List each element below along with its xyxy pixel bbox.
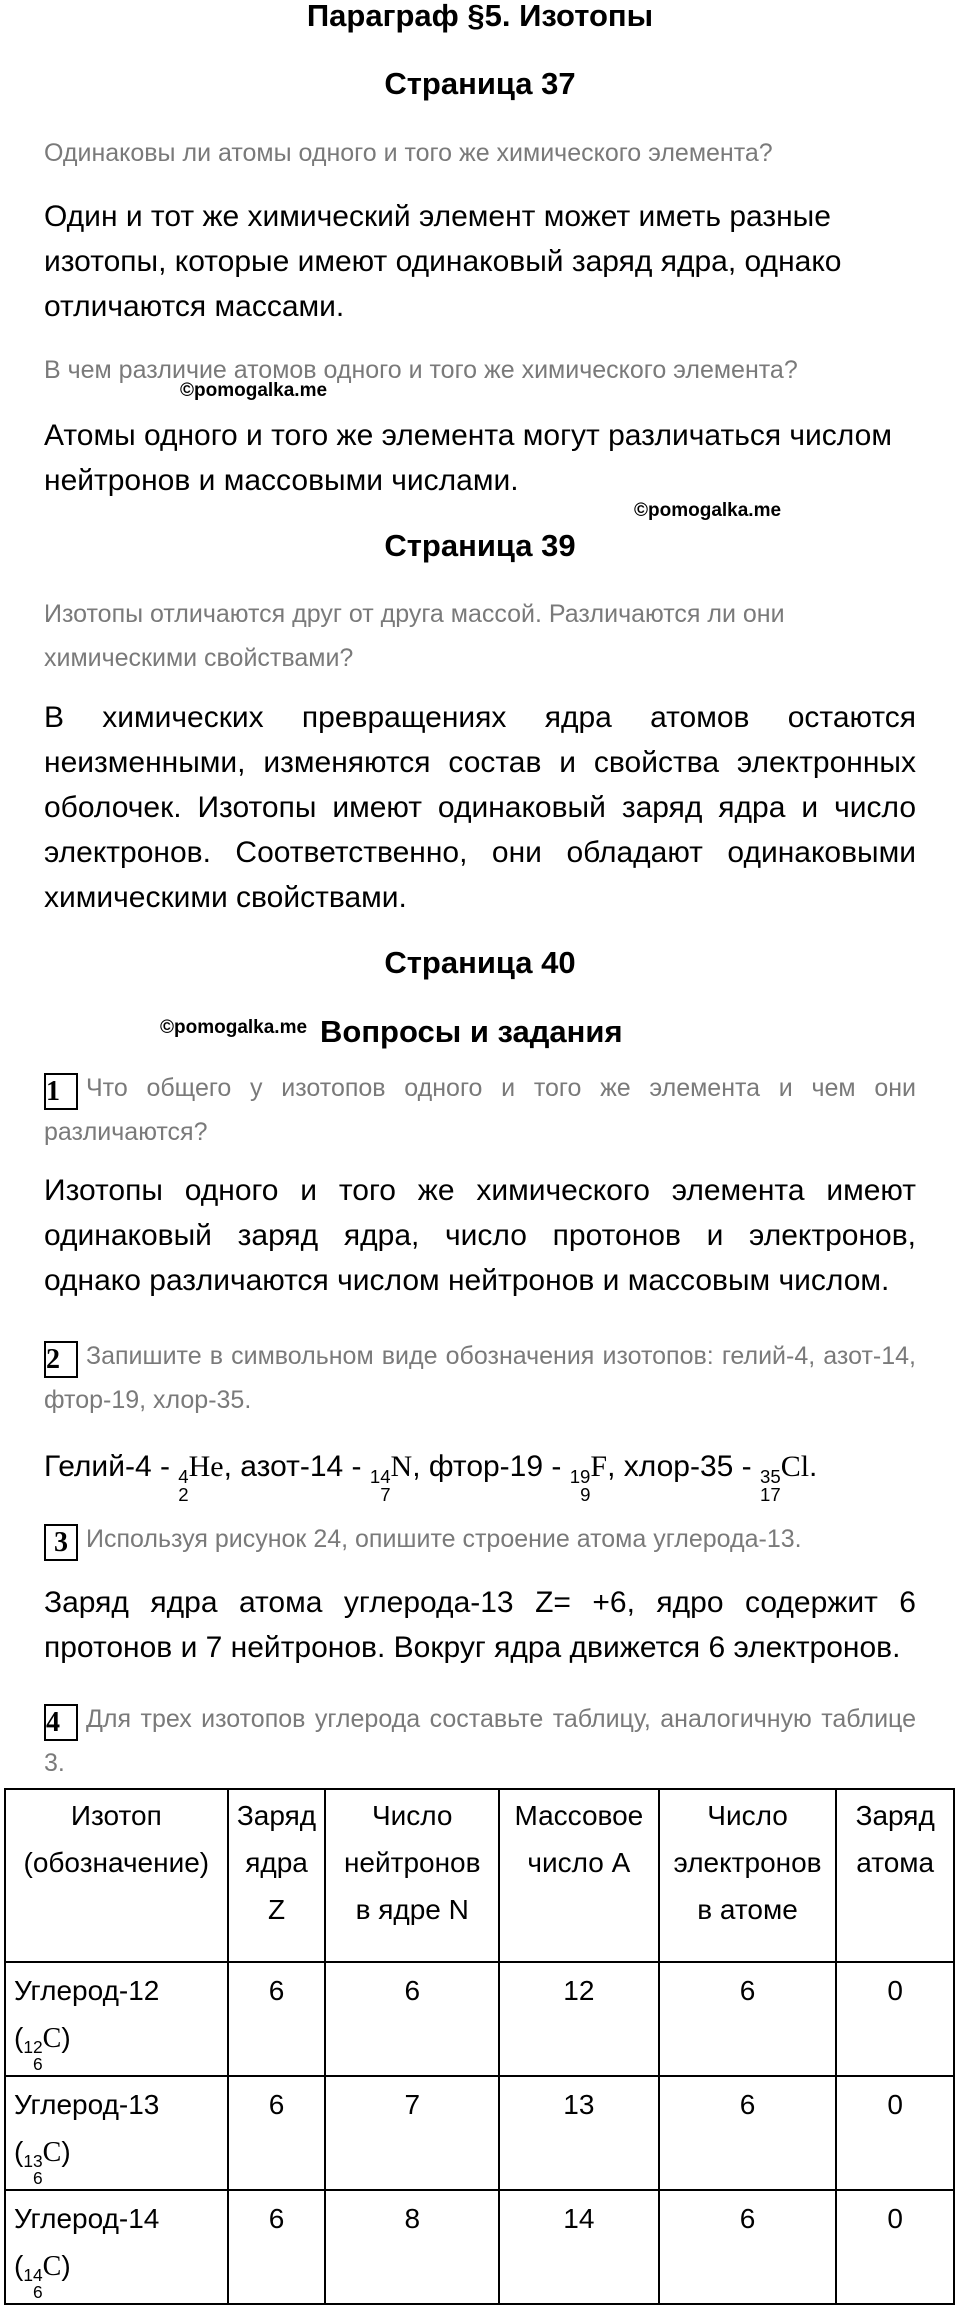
task-number-box: 3 xyxy=(44,1524,78,1561)
task-3 xyxy=(44,1517,944,1561)
isotope-cell: Углерод-14 ( 14 6 C) xyxy=(5,2190,228,2304)
table-cell: 13 xyxy=(499,2076,659,2190)
answer-text: Атомы одного и того же элемента могут различаться числом нейтронов и массовыми числами. xyxy=(44,419,892,497)
column-header: Массовое число А xyxy=(499,1789,659,1962)
table-cell: 6 xyxy=(228,2076,326,2190)
question-text: В чем различие атомов одного и того же химического элемента? xyxy=(44,356,798,384)
task-2 xyxy=(44,1334,916,1422)
section-heading-39: Страница 39 xyxy=(384,528,576,563)
table-cell: 6 xyxy=(228,1962,326,2076)
isotopes-table xyxy=(4,1788,955,2305)
isotope-label: азот-14 - xyxy=(240,1450,370,1483)
task-1 xyxy=(44,1066,916,1154)
watermark: ©pomogalka.me xyxy=(180,380,328,401)
column-header: Заряд ядра Z xyxy=(228,1789,326,1962)
column-header: Изотоп (обозначение) xyxy=(5,1789,228,1962)
table-cell: 6 xyxy=(659,2076,837,2190)
answer-text: Один и тот же химический элемент может иметь разные изотопы, которые имеют одинаковый заряд ядра, однако отличаются массами. xyxy=(44,200,842,323)
table-cell: 6 xyxy=(659,1962,837,2076)
table-cell: 6 xyxy=(228,2190,326,2304)
table-cell: 0 xyxy=(836,2190,954,2304)
isotope-symbol: 35 17 Cl xyxy=(760,1450,810,1506)
table-cell: 6 xyxy=(325,1962,499,2076)
task-question: Запишите в символьном виде обозначения изотопов: гелий-4, азот-14, фтор-19, хлор-35. xyxy=(44,1342,916,1414)
question-text: Изотопы отличаются друг от друга массой. Различаются ли они химическими свойствами? xyxy=(44,600,785,672)
task-number-box: 4 xyxy=(44,1704,78,1741)
isotope-label: Гелий-4 - xyxy=(44,1450,179,1483)
answer-text: В химических превращениях ядра атомов остаются неизменными, изменяются состав и свойства электронных оболочек. Изотопы имеют одинаковый заряд ядра и число электронов. Соответственно, они обладают одинаковыми химическими свойствами. xyxy=(44,701,916,914)
table-cell: 6 xyxy=(659,2190,837,2304)
isotope-symbol: 4 2 He xyxy=(178,1450,224,1506)
task-question: Для трех изотопов углерода составьте таблицу, аналогичную таблице 3. xyxy=(44,1705,916,1777)
table-cell: 0 xyxy=(836,1962,954,2076)
task-number-box: 1 xyxy=(44,1073,78,1110)
table-cell: 0 xyxy=(836,2076,954,2190)
table-header-row xyxy=(5,1789,954,1962)
task-question: Используя рисунок 24, опишите строение атома углерода-13. xyxy=(86,1525,802,1553)
column-header: Число нейтронов в ядре N xyxy=(325,1789,499,1962)
isotope-label: фтор-19 - xyxy=(428,1450,570,1483)
task-number-box: 2 xyxy=(44,1341,78,1378)
questions-heading: Вопросы и задания xyxy=(320,1014,623,1049)
table-cell: 12 xyxy=(499,1962,659,2076)
watermark: ©pomogalka.me xyxy=(160,1017,308,1038)
isotope-cell: Углерод-12 ( 12 6 C) xyxy=(5,1962,228,2076)
column-header: Заряд атома xyxy=(836,1789,954,1962)
table-row xyxy=(5,2190,954,2304)
table-row xyxy=(5,2076,954,2190)
task-question: Что общего у изотопов одного и того же элемента и чем они различаются? xyxy=(44,1074,916,1146)
isotope-symbols-answer: Гелий-4 - 4 2 He, азот-14 - 14 7 N, фтор-19 - 19 9 F, хлор-35 - 35 17 Cl. xyxy=(44,1444,944,1505)
table-row xyxy=(5,1962,954,2076)
table-cell: 8 xyxy=(325,2190,499,2304)
section-heading-37: Страница 37 xyxy=(384,66,576,101)
watermark: ©pomogalka.me xyxy=(634,500,782,521)
table-cell: 14 xyxy=(499,2190,659,2304)
page-title: Параграф §5. Изотопы xyxy=(306,0,654,33)
column-header: Число электронов в атоме xyxy=(659,1789,837,1962)
question-text: Одинаковы ли атомы одного и того же химического элемента? xyxy=(44,139,773,167)
table-cell: 7 xyxy=(325,2076,499,2190)
task-4 xyxy=(44,1697,916,1785)
isotope-label: хлор-35 - xyxy=(623,1450,760,1483)
isotope-cell: Углерод-13 ( 13 6 C) xyxy=(5,2076,228,2190)
answer-text: Изотопы одного и того же химического элемента имеют одинаковый заряд ядра, число протонов и электронов, однако различаются числом нейтронов и массовым числом. xyxy=(44,1174,916,1297)
isotope-symbol: 19 9 F xyxy=(569,1450,608,1506)
answer-text: Заряд ядра атома углерода-13 Z= +6, ядро содержит 6 протонов и 7 нейтронов. Вокруг ядра движется 6 электронов. xyxy=(44,1586,916,1664)
isotope-symbol: 14 7 N xyxy=(369,1450,413,1506)
section-heading-40: Страница 40 xyxy=(384,945,576,980)
